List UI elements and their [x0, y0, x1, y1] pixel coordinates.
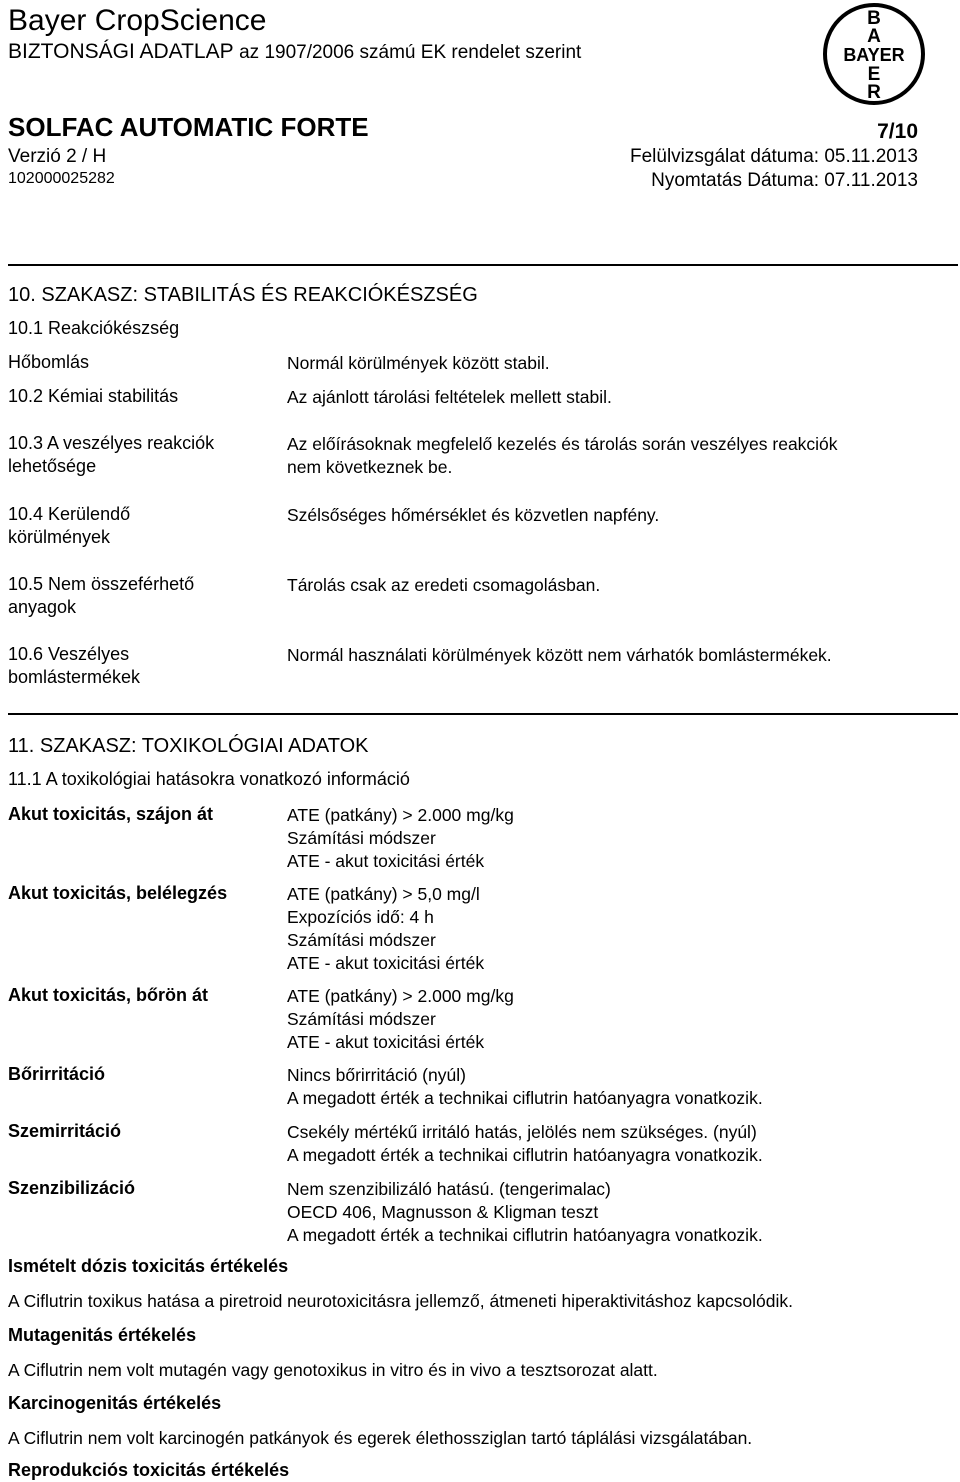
label-line: 10.6 Veszélyes [8, 644, 130, 664]
tox-value-dermal [287, 985, 514, 1054]
subtitle-regulation: az 1907/2006 számú EK rendelet szerint [239, 42, 582, 63]
value-line: OECD 406, Magnusson & Kligman teszt [287, 1202, 599, 1222]
value-line: ATE (patkány) > 2.000 mg/kg [287, 805, 514, 825]
value-line: ATE - akut toxicitási érték [287, 953, 485, 973]
value-line: Expozíciós idő: 4 h [287, 907, 434, 927]
bayer-cross-logo-icon [822, 2, 926, 106]
tox-value-skin-irritation [287, 1064, 763, 1110]
label-line: anyagok [8, 597, 77, 617]
field-value-conditions-to-avoid: Szélsőséges hőmérséklet és közvetlen napfény. [287, 505, 660, 525]
label-line: 10.5 Nem összeférhető [8, 574, 195, 594]
label-line: 10.4 Kerülendő [8, 504, 131, 524]
assessment-text-mutagenicity: A Ciflutrin nem volt mutagén vagy genotoxikus in vitro és in vivo a tesztsorozat alatt. [8, 1360, 658, 1380]
field-label-incompatible-materials [8, 573, 194, 619]
document-number: 102000025282 [8, 170, 115, 187]
field-label-chemical-stability: 10.2 Kémiai stabilitás [8, 386, 179, 406]
assessment-heading-reproductive: Reprodukciós toxicitás értékelés [8, 1460, 290, 1480]
field-value-incompatible-materials: Tárolás csak az eredeti csomagolásban. [287, 575, 601, 595]
page-number: 7/10 [877, 120, 918, 143]
field-value-chemical-stability: Az ajánlott tárolási feltételek mellett stabil. [287, 387, 612, 407]
assessment-heading-repeated-dose: Ismételt dózis toxicitás értékelés [8, 1256, 289, 1276]
field-value-thermal-decomposition: Normál körülmények között stabil. [287, 353, 550, 373]
field-label-decomposition-products [8, 643, 140, 689]
tox-label-dermal: Akut toxicitás, bőrön át [8, 985, 209, 1005]
section-divider [8, 264, 958, 266]
field-value-decomposition-products: Normál használati körülmények között nem várhatók bomlástermékek. [287, 645, 832, 665]
version-label: Verzió 2 / H [8, 146, 107, 167]
assessment-text-carcinogenicity: A Ciflutrin nem volt karcinogén patkányok és egerek élethossziglan tartó táplálási vizsgálatában. [8, 1428, 753, 1448]
value-line: Az előírásoknak megfelelő kezelés és tárolás során veszélyes reakciók [287, 434, 838, 454]
tox-label-inhalation: Akut toxicitás, belélegzés [8, 883, 228, 903]
logo-letter-b: B [867, 8, 881, 29]
value-line: A megadott érték a technikai ciflutrin hatóanyagra vonatkozik. [287, 1225, 763, 1245]
tox-label-oral: Akut toxicitás, szájon át [8, 804, 214, 824]
value-line: Számítási módszer [287, 828, 436, 848]
subsection-10-1-title: 10.1 Reakciókészség [8, 318, 180, 338]
field-label-conditions-to-avoid [8, 503, 130, 549]
assessment-heading-carcinogenicity: Karcinogenitás értékelés [8, 1393, 222, 1413]
tox-value-oral [287, 804, 514, 873]
field-label-hazardous-reactions [8, 432, 214, 478]
company-name: Bayer CropScience [8, 4, 267, 37]
tox-value-inhalation [287, 883, 484, 975]
section-divider [8, 713, 958, 715]
label-line: körülmények [8, 527, 111, 547]
tox-value-sensitization [287, 1178, 763, 1247]
assessment-text-repeated-dose: A Ciflutrin toxikus hatása a piretroid neurotoxicitásra jellemző, átmeneti hiperaktivitáshoz kapcsolódik. [8, 1291, 793, 1311]
logo-word: BAYER [843, 45, 905, 65]
value-line: A megadott érték a technikai ciflutrin hatóanyagra vonatkozik. [287, 1088, 763, 1108]
field-label-thermal-decomposition: Hőbomlás [8, 352, 90, 372]
subtitle-main: BIZTONSÁGI ADATLAP [8, 40, 234, 63]
print-date: Nyomtatás Dátuma: 07.11.2013 [651, 170, 918, 191]
tox-label-skin-irritation: Bőrirritáció [8, 1064, 106, 1084]
value-line: ATE (patkány) > 2.000 mg/kg [287, 986, 514, 1006]
field-value-hazardous-reactions [287, 433, 838, 479]
value-line: nem következnek be. [287, 457, 453, 477]
value-line: A megadott érték a technikai ciflutrin hatóanyagra vonatkozik. [287, 1145, 763, 1165]
value-line: Számítási módszer [287, 930, 436, 950]
label-line: bomlástermékek [8, 667, 141, 687]
revision-date: Felülvizsgálat dátuma: 05.11.2013 [630, 146, 918, 167]
assessment-heading-mutagenicity: Mutagenitás értékelés [8, 1325, 197, 1345]
logo-letter-e: E [867, 64, 881, 85]
subsection-11-1-title: 11.1 A toxikológiai hatásokra vonatkozó információ [8, 769, 410, 789]
label-line: lehetősége [8, 456, 97, 476]
product-name: SOLFAC AUTOMATIC FORTE [8, 112, 369, 142]
section-11-title: 11. SZAKASZ: TOXIKOLÓGIAI ADATOK [8, 735, 369, 757]
tox-label-sensitization: Szenzibilizáció [8, 1178, 136, 1198]
value-line: Nem szenzibilizáló hatású. (tengerimalac) [287, 1179, 611, 1199]
logo-letter-a: A [867, 26, 881, 47]
label-line: 10.3 A veszélyes reakciók [8, 433, 215, 453]
value-line: Számítási módszer [287, 1009, 436, 1029]
tox-label-eye-irritation: Szemirritáció [8, 1121, 122, 1141]
document-subtitle [8, 40, 581, 64]
value-line: Nincs bőrirritáció (nyúl) [287, 1065, 466, 1085]
section-10-title: 10. SZAKASZ: STABILITÁS ÉS REAKCIÓKÉSZSÉG [8, 284, 478, 306]
value-line: ATE - akut toxicitási érték [287, 1032, 485, 1052]
value-line: ATE - akut toxicitási érték [287, 851, 485, 871]
tox-value-eye-irritation [287, 1121, 763, 1167]
value-line: ATE (patkány) > 5,0 mg/l [287, 884, 480, 904]
value-line: Csekély mértékű irritáló hatás, jelölés nem szükséges. (nyúl) [287, 1122, 757, 1142]
logo-letter-r: R [867, 82, 881, 103]
